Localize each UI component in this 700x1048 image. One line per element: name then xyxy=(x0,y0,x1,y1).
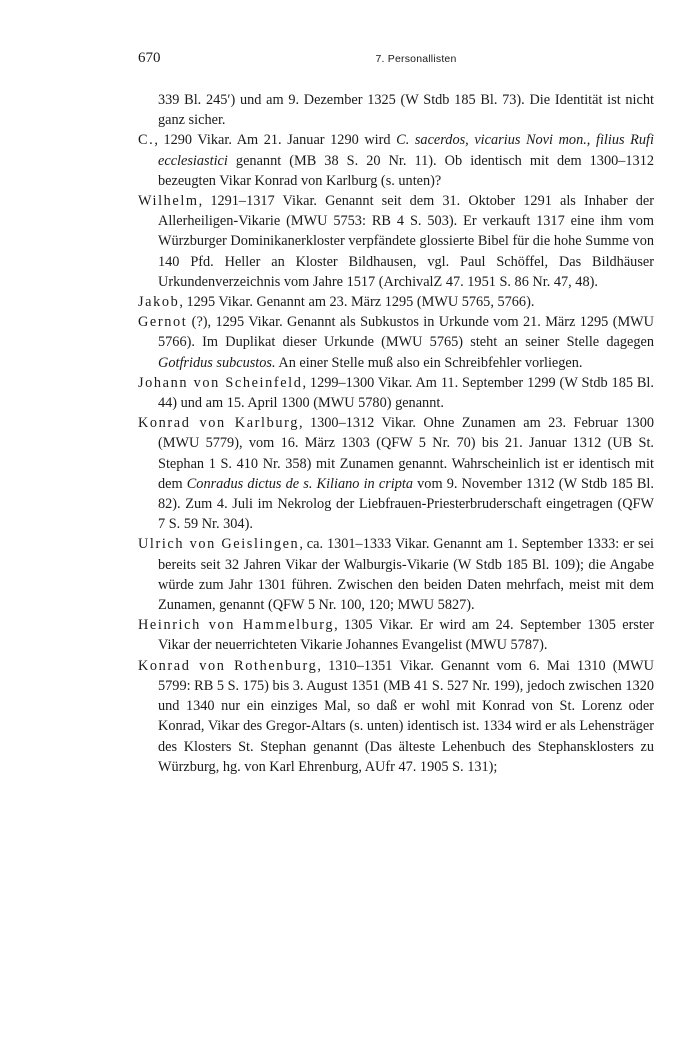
entry-name: Wilhelm xyxy=(138,193,199,210)
entry-name: Konrad von Rothenburg xyxy=(138,657,318,674)
entry-text: , ca. 1301–1333 Vikar. Genannt am 1. September 1333: er sei bereits seit 32 Jahren Vikar der Walburgis-Vikarie (W Stdb 185 Bl. 109); die Angabe würde zum Jahr 1301 führen. Zwischen den beiden Daten mehrfach, meist mit dem Zunamen, genannt (QFW 5 Nr. 100, 120; MWU 5827). xyxy=(158,536,654,614)
entry-name: Heinrich von Hammelburg xyxy=(138,617,335,634)
list-entry xyxy=(138,90,654,130)
entry-name: Ulrich von Geislingen xyxy=(138,536,300,553)
entry-text: vom 9. November 1312 (W Stdb 185 Bl. 82). Zum 4. Juli im Nekrolog der Liebfrauen-Priesterbruderschaft eingetragen (QFW 7 S. 59 Nr. 304). xyxy=(158,475,654,533)
entry-text: genannt (MB 38 S. 20 Nr. 11). Ob identisch mit dem 1300–1312 bezeugten Vikar Konrad von Karlburg (s. unten)? xyxy=(158,152,654,189)
list-entry xyxy=(138,534,654,615)
entry-text: , 1300–1312 Vikar. Ohne Zunamen am 23. Februar 1300 (MWU 5779), vom 16. März 1303 (QFW 5 Nr. 70) bis 21. Januar 1312 (UB St. Stephan 1 S. 410 Nr. 358) mit Zunamen genannt. Wahrscheinlich ist er identisch mit dem xyxy=(158,415,654,492)
entry-text: , 1295 Vikar. Genannt am 23. März 1295 (MWU 5765, 5766). xyxy=(179,294,535,311)
entry-text: , 1310–1351 Vikar. Genannt vom 6. Mai 1310 (MWU 5799: RB 5 S. 175) bis 3. August 1351 (MB 41 S. 527 Nr. 199), jedoch zwischen 1320 und 1340 nur ein einziges Mal, so daß er wohl mit Konrad von St. Lorenz oder Konrad, Vikar des Gregor-Altars (s. unten) identisch ist. 1334 wird er als Lehensträger des Klosters St. Stephan genannt (Das älteste Lehenbuch des Stephansklosters zu Würzburg, hg. von Karl Ehrenburg, AUfr 47. 1905 S. 131); xyxy=(158,657,654,775)
entry-name: Jakob xyxy=(138,294,180,311)
entry-text: , 1305 Vikar. Er wird am 24. September 1305 erster Vikar der neuerrichteten Vikarie Johannes Evangelist (MWU 5787). xyxy=(158,617,654,654)
body-text xyxy=(138,90,654,777)
list-entry xyxy=(138,312,654,373)
page-header xyxy=(138,50,654,70)
entry-text: , 1290 Vikar. Am 21. Januar 1290 wird xyxy=(154,132,397,149)
running-head: 7. Personallisten xyxy=(375,53,457,65)
list-entry xyxy=(138,292,654,312)
entry-text: , 1299–1300 Vikar. Am 11. September 1299 (W Stdb 185 Bl. 44) und am 15. April 1300 (MWU 5780) genannt. xyxy=(158,374,654,412)
entry-text: , 1291–1317 Vikar. Genannt seit dem 31. Oktober 1291 als Inhaber der Allerheiligen-Vikarie (MWU 5753: RB 4 S. 503). Er verkauft 1317 eine ihm vom Würzburger Dominikanerkloster verpfändete glossierte Bibel für die hohe Summe von 140 Pfd. Heller an Kloster Bildhausen, vgl. Paul Schöffel, Das Bildhäuser Urkundenverzeichnis vom Jahre 1517 (ArchivalZ 47. 1951 S. 86 Nr. 47, 48). xyxy=(158,193,654,290)
entry-quote: C. sacerdos, vicarius Novi mon., filius Rufi ecclesiastici xyxy=(158,132,655,169)
list-entry xyxy=(138,130,654,191)
entry-name: Johann von Scheinfeld xyxy=(138,374,303,391)
entry-text: An einer Stelle muß also ein Schreibfehler vorliegen. xyxy=(275,354,583,371)
list-entry xyxy=(138,656,654,777)
entry-name: C. xyxy=(138,132,155,149)
entry-text: 339 Bl. 245′) und am 9. Dezember 1325 (W Stdb 185 Bl. 73). Die Identität ist nicht ganz sicher. xyxy=(158,92,654,129)
entry-name: Konrad von Karlburg xyxy=(138,415,299,432)
entry-quote: Conradus dictus de s. Kiliano in cripta xyxy=(186,475,413,492)
entry-text: (?), 1295 Vikar. Genannt als Subkustos in Urkunde vom 21. März 1295 (MWU 5766). Im Duplikat dieser Urkunde (MWU 5765) steht an seiner Stelle dagegen xyxy=(158,314,654,351)
list-entry xyxy=(138,191,654,292)
page-number: 670 xyxy=(138,50,161,66)
entry-quote: Gotfridus subcustos. xyxy=(158,354,276,371)
list-entry xyxy=(138,413,654,534)
list-entry xyxy=(138,373,654,413)
list-entry xyxy=(138,615,654,655)
entry-name: Gernot xyxy=(138,314,188,331)
